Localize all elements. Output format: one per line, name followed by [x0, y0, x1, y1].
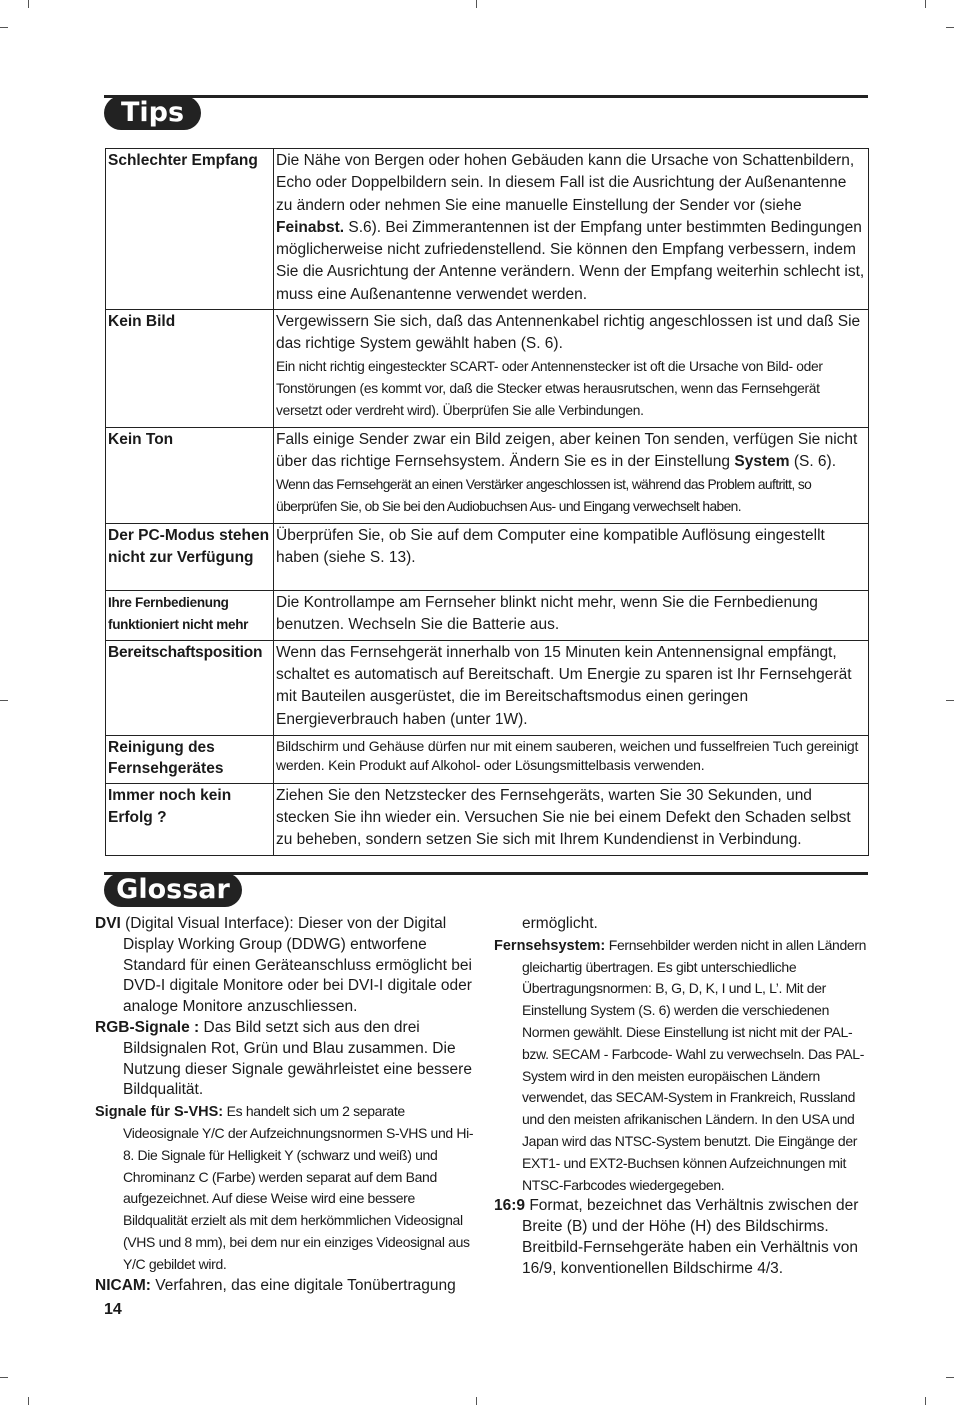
table-row [106, 428, 869, 524]
problem-cell: Kein Ton [106, 428, 274, 524]
crop-mark [946, 27, 954, 28]
tips-table [105, 148, 869, 856]
glossary-entry: NICAM: Verfahren, das eine digitale Tonübertragung [95, 1276, 456, 1294]
glossary-entry-continuation: ermöglicht. [522, 915, 598, 932]
solution-cell: Ziehen Sie den Netzstecker des Fernsehgeräts, warten Sie 30 Sekunden, und stecken Sie ihn wieder ein. Versuchen Sie nie bei einem Defekt den Schaden selbst zu beheben, sondern setzen Sie sich mit Ihrem Kundendienst in Verbindung. [274, 783, 869, 855]
solution-cell: Falls einige Sender zwar ein Bild zeigen, aber keinen Ton senden, verfügen Sie nicht über das richtige Fernsehsystem. Ändern Sie es in der Einstellung System (S. 6). Wenn das Fernsehgerät an einen Verstärker angeschlossen ist, während das Problem auftritt, so überprüfen Sie, ob Sie bei den Audiobuchsen Aus- und Eingang verwechselt haben. [274, 428, 869, 524]
table-row [106, 524, 869, 591]
glossar-title: Glossar [104, 873, 242, 907]
glossary-entry: RGB-Signale : Das Bild setzt sich aus den drei Bildsignalen Rot, Grün und Blau zusammen. Die Nutzung dieser Signale gewährleistet eine bessere Bildqualität. [95, 1018, 472, 1099]
crop-mark [925, 0, 926, 8]
problem-cell: Der PC-Modus stehen nicht zur Verfügung [106, 524, 274, 591]
crop-mark [28, 1397, 29, 1405]
crop-mark [28, 0, 29, 8]
table-row [106, 310, 869, 428]
solution-cell: Vergewissern Sie sich, daß das Antennenkabel richtig angeschlossen ist und daß Sie das richtige System gewählt haben (S. 6). Ein nicht richtig eingesteckter SCART- oder Antennenstecker ist oft die Ursache von Bild- oder Tonstörungen (es kommt vor, daß die Stecker etwas herausrutschen, wenn das Fernsehgerät versetzt oder verdreht wird). Überprüfen Sie alle Verbindungen. [274, 310, 869, 428]
crop-mark [925, 1397, 926, 1405]
problem-cell: Kein Bild [106, 310, 274, 428]
solution-cell: Die Nähe von Bergen oder hohen Gebäuden kann die Ursache von Schattenbildern, Echo oder Doppelbildern sein. In diesem Fall ist die Ausrichtung der Außenantenne zu ändern oder nehmen Sie eine manuelle Einstellung der Sender vor (siehe Feinabst. S.6). Bei Zimmerantennen ist der Empfang unter bestimmten Bedingungen möglicherweise nicht zufriedenstellend. Sie können den Empfang verbessern, indem Sie die Ausrichtung der Antenne verändern. Wenn der Empfang weiterhin schlecht ist, muss eine Außenantenne verwendet werden. [274, 149, 869, 310]
crop-mark [0, 1377, 8, 1378]
problem-cell: Bereitschaftsposition [106, 640, 274, 735]
problem-cell: Immer noch kein Erfolg ? [106, 783, 274, 855]
glossary-column-left [95, 914, 479, 1296]
solution-cell: Überprüfen Sie, ob Sie auf dem Computer eine kompatible Auflösung eingestellt haben (siehe S. 13). [274, 524, 869, 591]
glossary-entry: Fernsehsystem: Fernsehbilder werden nicht in allen Ländern gleichartig übertragen. Es gibt unterschiedliche Übertragungsnormen: B, G, D, K, I und L, L’. Mit der Einstellung System (S. 6) werden die verschiedenen Normen gewählt. Diese Einstellung ist nicht mit der PAL- bzw. SECAM - Farbcode- Wahl zu verwechseln. Das PAL-System wird in den meisten europäischen Ländern verwendet, das SECAM-System in Frankreich, Russland und den meisten afrikanischen Ländern. In den USA und Japan wird das NTSC-System benutzt. Die Eingänge der EXT1- und EXT2-Buchsen können Aufzeichnungen mit NTSC-Farbcodes wiedergegeben. [494, 936, 867, 1193]
table-row [106, 735, 869, 783]
glossary-entry: DVI (Digital Visual Interface): Dieser von der Digital Display Working Group (DDWG) entworfene Standard für einen Geräteanschluss ermöglicht bei DVD-I digitale Monitore oder bei DVI-I digitale oder analoge Monitore anzuschliessen. [95, 915, 472, 1016]
crop-mark [0, 700, 8, 701]
glossary-column-right [494, 914, 878, 1280]
table-row [106, 783, 869, 855]
crop-mark [0, 27, 8, 28]
problem-cell: Schlechter Empfang [106, 149, 274, 310]
problem-cell: Ihre Fernbedienung funktioniert nicht mehr [106, 591, 274, 641]
page-number: 14 [104, 1301, 122, 1318]
solution-cell: Wenn das Fernsehgerät innerhalb von 15 Minuten kein Antennensignal empfängt, schaltet es automatisch auf Bereitschaft. Um Energie zu sparen ist Ihr Fernsehgerät mit Bauteilen ausgerüstet, die im Bereitschaftsmodus einen geringen Energieverbrauch haben (unter 1W). [274, 640, 869, 735]
solution-cell: Die Kontrollampe am Fernseher blinkt nicht mehr, wenn Sie die Fernbedienung benutzen. Wechseln Sie die Batterie aus. [274, 591, 869, 641]
glossar-header [104, 872, 868, 908]
crop-mark [476, 1397, 477, 1405]
crop-mark [476, 0, 477, 8]
solution-cell: Bildschirm und Gehäuse dürfen nur mit einem sauberen, weichen und fusselfreien Tuch gereinigt werden. Kein Produkt auf Alkohol- oder Lösungsmittelbasis verwenden. [274, 735, 869, 783]
header-rule [104, 95, 868, 98]
glossary-entry: 16:9 Format, bezeichnet das Verhältnis zwischen der Breite (B) und der Höhe (H) des Bildschirms. Breitbild-Fernsehgeräte haben ein Verhältnis von 16/9, konventionellen Bildschirme 4/3. [494, 1197, 859, 1277]
table-row [106, 149, 869, 310]
table-row [106, 591, 869, 641]
tips-title: Tips [104, 96, 201, 130]
tips-header [104, 95, 868, 131]
crop-mark [946, 1377, 954, 1378]
crop-mark [946, 700, 954, 701]
glossary-entry: Signale für S-VHS: Es handelt sich um 2 separate Videosignale Y/C der Aufzeichnungsnormen S-VHS und Hi-8. Die Signale für Helligkeit Y (schwarz und weiß) und Chrominanz C (Farbe) werden separat auf dem Band aufgezeichnet. Auf diese Weise wird eine bessere Bildqualität erzielt als mit dem herkömmlichen Videosignal (VHS und 8 mm), bei dem nur ein einziges Videosignal aus Y/C gebildet wird. [95, 1103, 474, 1272]
problem-cell: Reinigung des Fernsehgerätes [106, 735, 274, 783]
table-row [106, 640, 869, 735]
